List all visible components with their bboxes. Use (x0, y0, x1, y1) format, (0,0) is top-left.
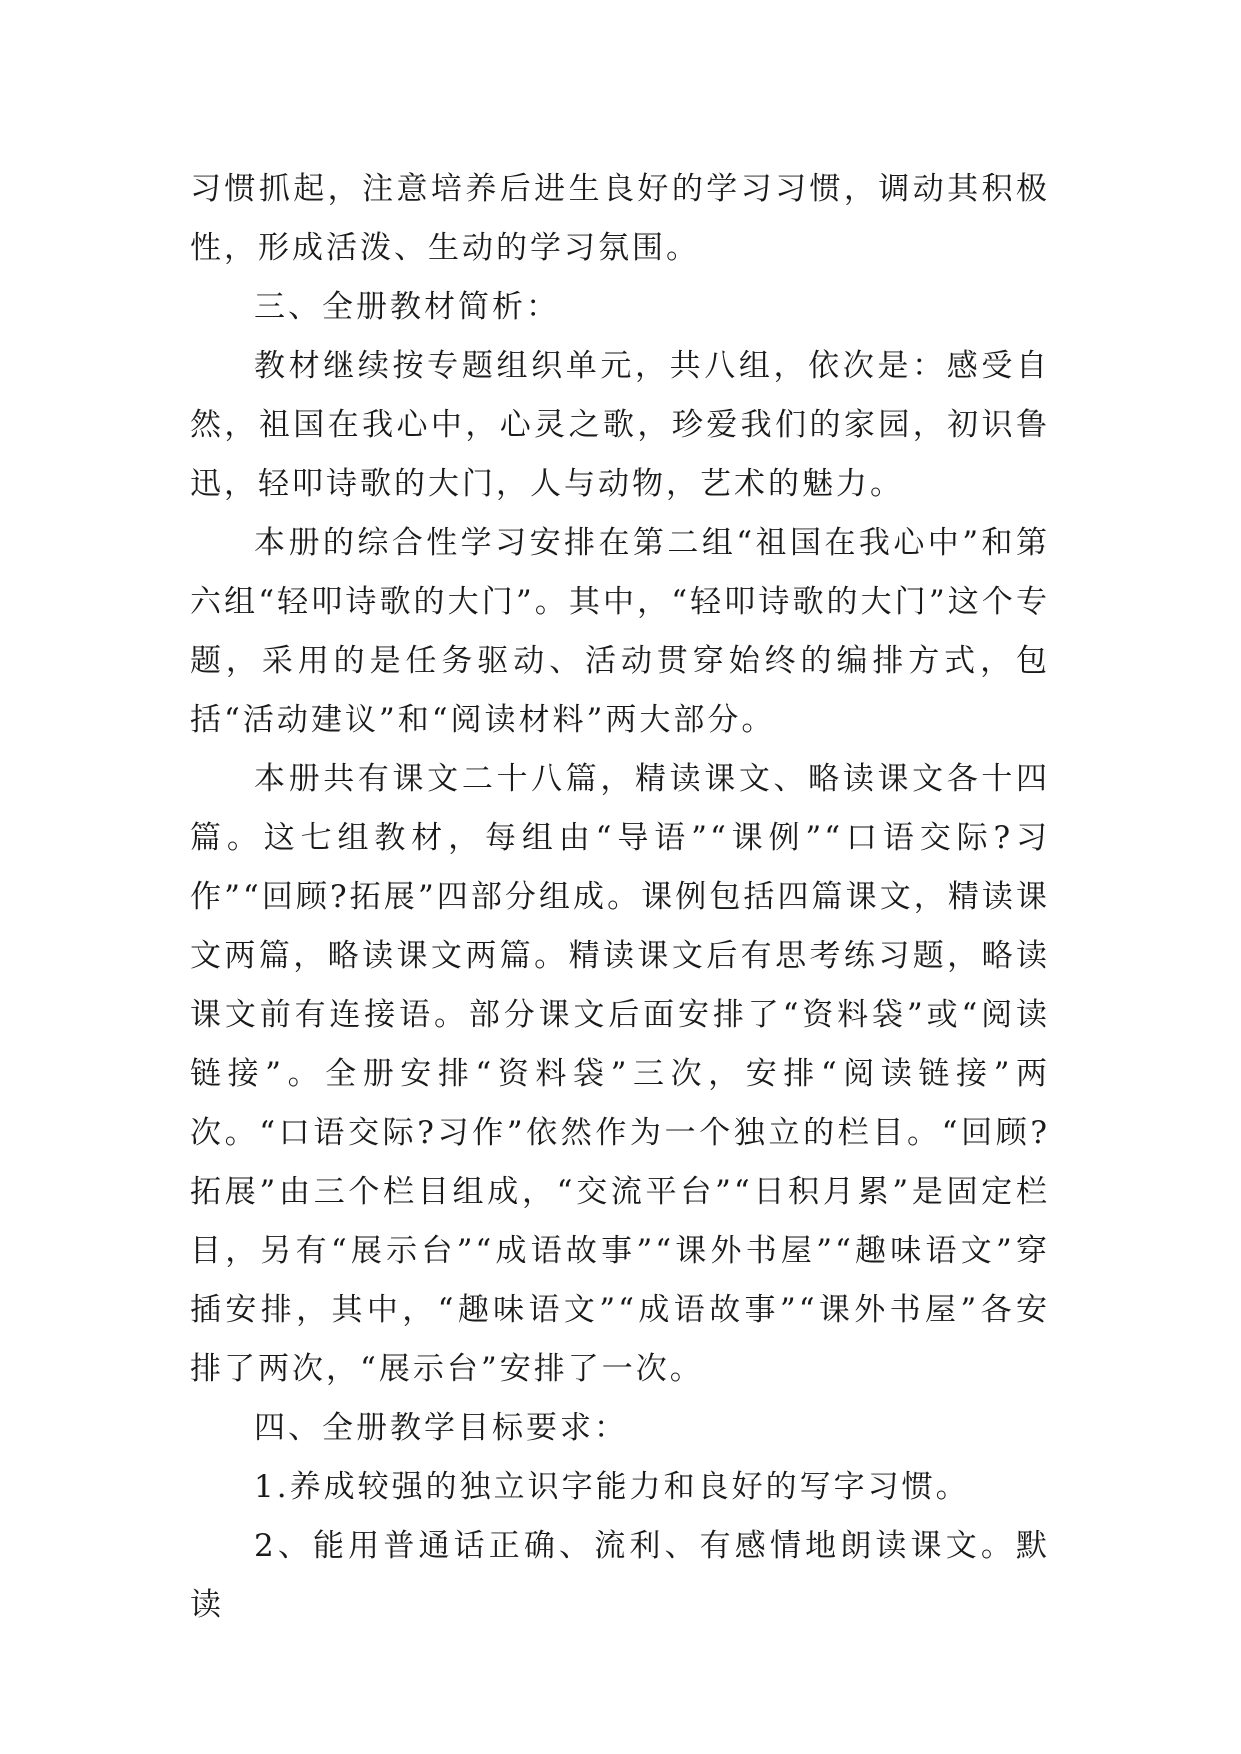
goal-item-1: 1.养成较强的独立识字能力和良好的写字习惯。 (254, 1469, 970, 1505)
paragraph-units-overview: 教材继续按专题组织单元，共八组，依次是：感受自然，祖国在我心中，心灵之歌，珍爱我们的家园，初识鲁迅，轻叩诗歌的大门，人与动物，艺术的魅力。 (190, 348, 1050, 502)
goal-item-2: 2、能用普通话正确、流利、有感情地朗读课文。默读 (190, 1528, 1050, 1623)
body-text (190, 160, 1050, 1635)
paragraph-lesson-structure: 本册共有课文二十八篇，精读课文、略读课文各十四篇。这七组教材，每组由“导语”“课例”“口语交际?习作”“回顾?拓展”四部分组成。课例包括四篇课文，精读课文两篇，略读课文两篇。精读课文后有思考练习题，略读课文前有连接语。部分课文后面安排了“资料袋”或“阅读链接”。全册安排“资料袋”三次，安排“阅读链接”两次。“口语交际?习作”依然作为一个独立的栏目。“回顾?拓展”由三个栏目组成，“交流平台”“日积月累”是固定栏目，另有“展示台”“成语故事”“课外书屋”“趣味语文”穿插安排，其中，“趣味语文”“成语故事”“课外书屋”各安排了两次，“展示台”安排了一次。 (190, 761, 1050, 1387)
section-heading-textbook-analysis: 三、全册教材简析： (254, 289, 560, 325)
paragraph-comprehensive-learning: 本册的综合性学习安排在第二组“祖国在我心中”和第六组“轻叩诗歌的大门”。其中，“轻叩诗歌的大门”这个专题，采用的是任务驱动、活动贯穿始终的编排方式，包括“活动建议”和“阅读材料”两大部分。 (190, 525, 1050, 738)
paragraph-continuation: 习惯抓起，注意培养后进生良好的学习习惯，调动其积极性，形成活泼、生动的学习氛围。 (190, 171, 1050, 266)
section-heading-teaching-goals: 四、全册教学目标要求： (254, 1410, 628, 1446)
